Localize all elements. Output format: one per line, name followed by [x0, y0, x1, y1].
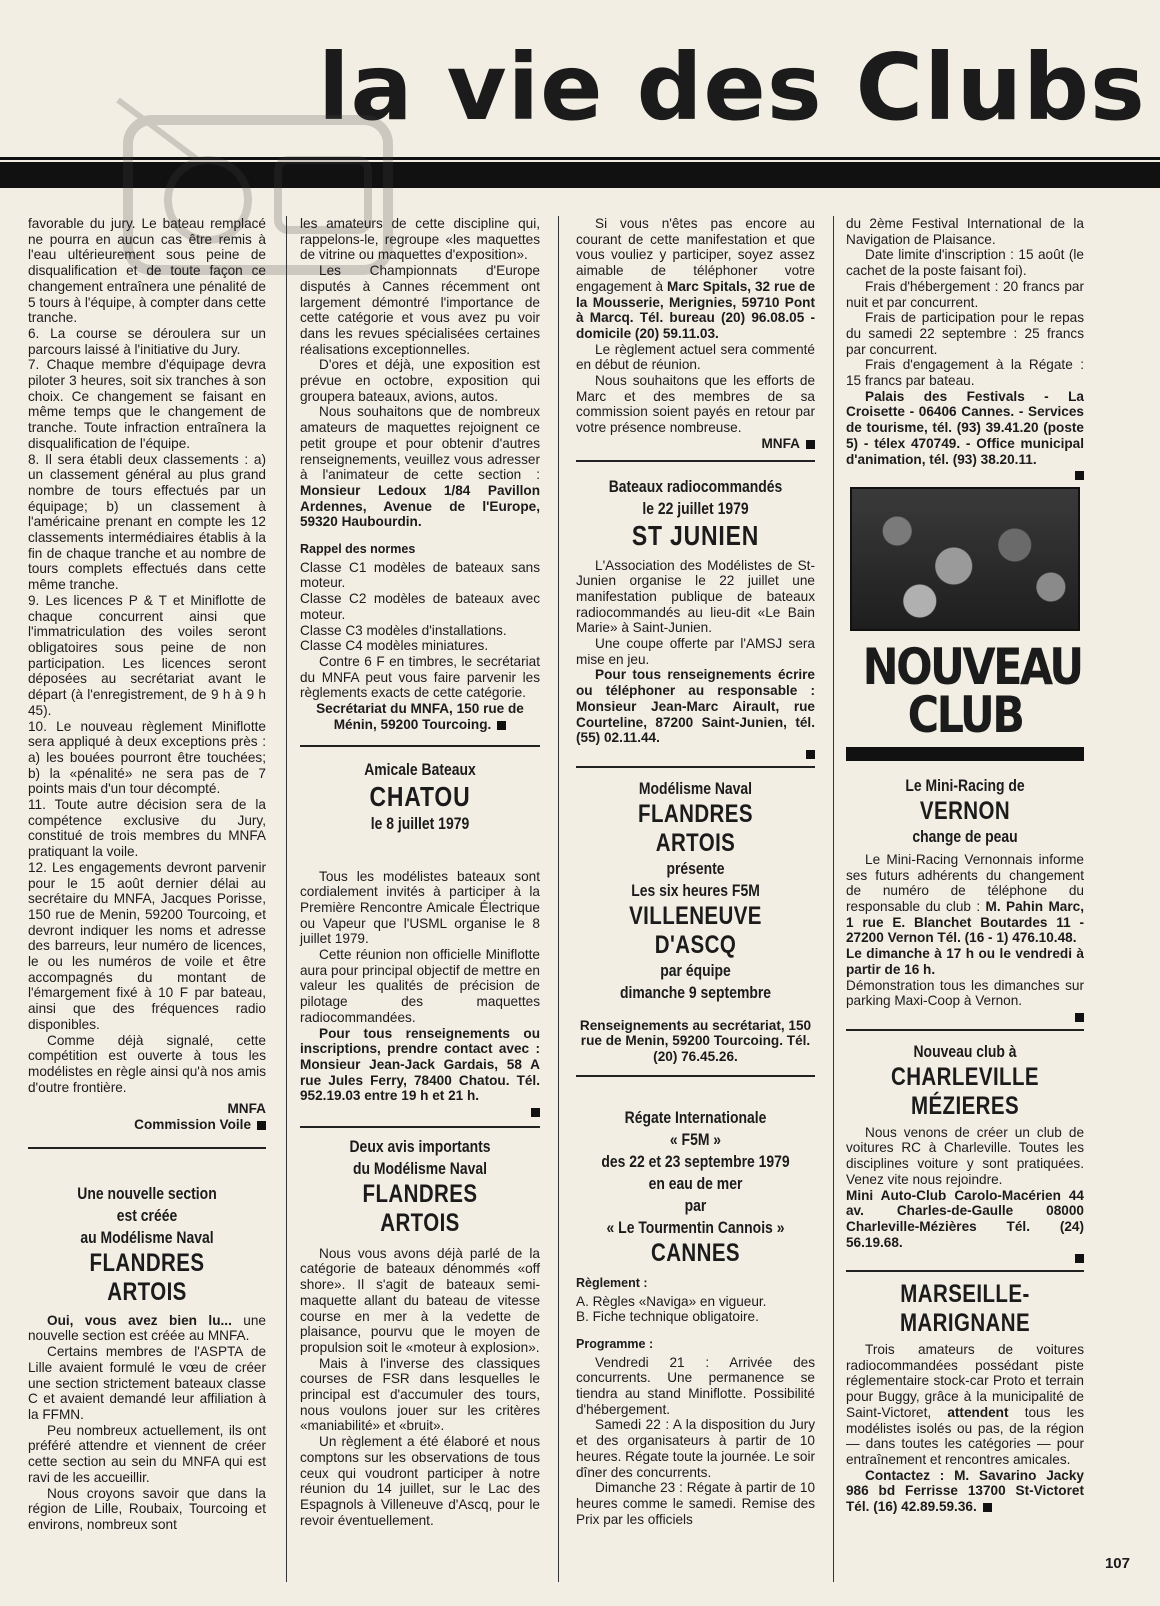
- crowd-photo: [850, 487, 1080, 631]
- paragraph: Tous les modélistes bateaux sont cordialement invités à participer à la Première Rencontre Amicale Électrique ou Vapeur que l'USML organise le 8 juillet 1979.: [300, 868, 540, 947]
- section-heading: Bateaux radiocommandés: [608, 476, 783, 496]
- column-separator: [558, 216, 559, 1582]
- signature: MNFA: [227, 1101, 266, 1117]
- section-heading: en eau de mer: [648, 1173, 743, 1193]
- text: Si vous n'êtes pas encore au courant de cette manifestation et que vous vouliez y participer, soyez assez aimable de téléphoner votre engagement à: [576, 216, 815, 294]
- paragraph: Certains membres de l'ASPTA de Lille avaient formulé le vœu de créer une section strictement bateaux classe C et avaient demandé leur affiliation à la FFMN.: [28, 1344, 266, 1422]
- contact: Monsieur Ledoux 1/84 Pavillon Ardennes, Avenue de l'Europe, 59320 Haubourdin.: [300, 482, 540, 530]
- end-line: [846, 1250, 1084, 1266]
- divider: [576, 1075, 815, 1077]
- end-mark-icon: [983, 1503, 992, 1512]
- section-heading: Le Mini-Racing de: [905, 775, 1025, 795]
- section-heading: ST JUNIEN: [631, 519, 760, 551]
- section-heading: le 8 juillet 1979: [370, 813, 470, 833]
- end-line: [300, 1104, 540, 1120]
- rule-item: B. Fiche technique obligatoire.: [576, 1309, 759, 1325]
- header-rule-thin: [0, 157, 1160, 160]
- section-heading: MARSEILLE-: [900, 1280, 1030, 1309]
- paragraph: Pour tous renseignements écrire ou téléphoner au responsable : Monsieur Jean-Marc Airault, rue Courteline, 87200 Saint-Junien, tél. (55) 02.11.44.: [576, 667, 815, 746]
- norm-item: Classe C1 modèles de bateaux sans moteur.: [300, 559, 540, 591]
- section-heading: présente: [666, 858, 725, 878]
- header-rule-thick: [0, 162, 1160, 188]
- text: Nous souhaitons que de nombreux amateurs de maquettes rejoignent ce petit groupe et pour obtenir d'autres renseignements, veuillez vous adresser à l'animateur de cette section :: [300, 404, 540, 483]
- paragraph: 10. Le nouveau règlement Miniflotte sera appliqué à deux exceptions près : a) les bouées pourront être touchées; b) la «pénalité» ne sera pas de 7 points mais d'un tour décompté.: [28, 718, 266, 797]
- column-separator: [833, 216, 834, 1582]
- section-heading: VILLENEUVE: [629, 901, 762, 930]
- contact-line: [846, 1468, 1084, 1515]
- paragraph: Contre 6 F en timbres, le secrétariat du MNFA peut vous faire parvenir les règlements exacts de cette catégorie.: [300, 653, 540, 701]
- paragraph: Mais à l'inverse des classiques courses de FSR dans lesquelles le principal est d'accumuler des tours, nous voulons jouer sur les critères «maniabilité» et «bruit».: [300, 1355, 540, 1434]
- end-line: [846, 467, 1084, 483]
- signature-line: [576, 436, 815, 452]
- section-heading: par: [684, 1195, 707, 1215]
- paragraph: 9. Les licences P & T et Miniflotte de chaque concurrent ainsi que l'immatriculation des voiles seront obligatoires sous peine de non participation. Les licences seront déposées au secrétariat avant le départ (à l'enregistrement, de 9 h à 9 h 45).: [28, 592, 266, 718]
- nouveau-heading: NOUVEAU: [862, 637, 1082, 696]
- end-line: [576, 746, 815, 762]
- end-mark-icon: [257, 1121, 266, 1130]
- column-separator: [286, 216, 287, 1582]
- end-line: [846, 1009, 1084, 1025]
- text: tous les modélistes isolés ou pas, de la région — dans toutes les catégories — pour entraînement et rencontres amicales.: [846, 1404, 1085, 1467]
- paragraph: Démonstration tous les dimanches sur parking Maxi-Coop à Vernon.: [846, 977, 1084, 1009]
- paragraph: Comme déjà signalé, cette compétition est ouverte à tous les modélistes en règle ainsi qu'à nos amis d'outre frontière.: [28, 1032, 266, 1095]
- end-mark-icon: [531, 1108, 540, 1117]
- end-mark-icon: [806, 750, 815, 759]
- column-2: [300, 216, 540, 1528]
- paragraph: [576, 216, 815, 342]
- paragraph: Une coupe offerte par l'AMSJ sera mise en jeu.: [576, 636, 815, 667]
- text: Le Mini-Racing Vernonnais informe ses futurs adhérents du changement de numéro de téléphone du responsable du club :: [846, 851, 1084, 915]
- section-heading: D'ASCQ: [654, 930, 737, 959]
- end-mark-icon: [1075, 1013, 1084, 1022]
- paragraph: Pour tous renseignements ou inscriptions, prendre contact avec : Monsieur Jean-Jack Gardais, 58 A rue Jules Ferry, 78400 Chatou. Tél. 952.19.03 entre 19 h et 21 h.: [300, 1025, 540, 1104]
- section-heading: FLANDRES ARTOIS: [362, 1179, 478, 1237]
- section-heading: « F5M »: [669, 1129, 722, 1149]
- paragraph: Les Championnats d'Europe disputés à Cannes récemment ont largement démontré l'importance de cette catégorie et vous avez pu voir dans les revues spécialisées certaines réalisations exceptionnelles.: [300, 263, 540, 357]
- norm-item: Classe C3 modèles d'installations.: [300, 622, 507, 638]
- divider: [846, 1270, 1084, 1272]
- paragraph: Nous croyons savoir que dans la région de Lille, Roubaix, Tourcoing et environs, nombreux sont: [28, 1485, 266, 1532]
- section-heading: Une nouvelle section: [77, 1183, 217, 1203]
- signature-text: MNFA: [761, 435, 800, 451]
- paragraph: [300, 404, 540, 530]
- contact-line: [300, 701, 540, 732]
- subheading: Règlement :: [576, 1275, 648, 1290]
- paragraph: Frais d'engagement à la Régate : 15 francs par bateau.: [846, 357, 1084, 389]
- end-mark-icon: [1075, 1254, 1084, 1263]
- club-heading: CLUB: [907, 685, 1023, 744]
- contact: M. Pahin Marc, 1 rue E. Blanchet Boutardes 11 - 27200 Vernon Tél. (16 - 1) 476.10.48.: [846, 899, 1084, 946]
- paragraph: Le règlement actuel sera commenté en début de réunion.: [576, 341, 815, 373]
- paragraph: Peu nombreux actuellement, ils ont préféré attendre et viennent de créer cette section au sein du MNFA qui est ravi de les accueillir.: [28, 1422, 266, 1485]
- paragraph: Cette réunion non officielle Miniflotte aura pour principal objectif de mettre en valeur les qualités de précision de pilotage des maquettes radiocommandées.: [300, 947, 540, 1025]
- section-heading: MÉZIERES: [910, 1091, 1020, 1120]
- paragraph: Nous souhaitons que les efforts de Marc et des membres de sa commission soient payés en retour par votre présence nombreuse.: [576, 373, 815, 436]
- paragraph: Renseignements au secrétariat, 150 rue de Menin, 59200 Tourcoing. Tél. (20) 76.45.26.: [579, 1017, 812, 1065]
- divider: [846, 1029, 1084, 1031]
- paragraph: L'Association des Modélistes de St-Junien organise le 22 juillet une manifestation publique de bateaux radiocommandés au lieu-dit «Le Bain Marie» à Saint-Junien.: [576, 557, 815, 636]
- paragraph: Palais des Festivals - La Croisette - 06406 Cannes. - Services de tourisme, tél. (93) 39.41.20 (poste 5) - télex 470749. - Office municipal d'animation, tél. (93) 38.20.11.: [846, 388, 1084, 467]
- section-heading: Deux avis importants: [349, 1136, 491, 1156]
- section-heading: des 22 et 23 septembre 1979: [601, 1151, 790, 1171]
- paragraph: Dimanche 23 : Régate à partir de 10 heures comme le samedi. Remise des Prix par les officiels: [576, 1480, 815, 1527]
- section-heading: au Modélisme Naval: [80, 1227, 214, 1247]
- paragraph: Le dimanche à 17 h ou le vendredi à partir de 16 h.: [846, 946, 1084, 977]
- paragraph: Un règlement a été élaboré et nous comptons sur les observations de tous ceux qui voudront participer à notre réunion du 14 juillet, sur le Lac des Espagnols à Villeneuve d'Ascq, pour le revoir éventuellement.: [300, 1434, 540, 1528]
- paragraph: les amateurs de cette discipline qui, rappelons-le, regroupe «les maquettes de vitrine ou maquettes d'exposition».: [300, 216, 540, 263]
- lead-rest: une nouvelle section est créée au MNFA.: [28, 1312, 266, 1344]
- paragraph: favorable du jury. Le bateau remplacé ne pourra en aucun cas être remis à l'eau ultérieurement sous peine de disqualification et de toute façon ce changement entraînera une pénalité de 5 tours à l'équipe, à compter dans cette tranche.: [28, 216, 266, 326]
- paragraph: Vendredi 21 : Arrivée des concurrents. Une permanence se tiendra au stand Miniflotte. Possibilité d'hébergement.: [576, 1354, 815, 1417]
- section-heading: MARIGNANE: [899, 1309, 1031, 1338]
- divider: [28, 1147, 266, 1149]
- section-heading: du Modélisme Naval: [352, 1158, 488, 1178]
- section-heading: par équipe: [660, 960, 731, 980]
- paragraph: Frais d'hébergement : 20 francs par nuit et par concurrent.: [846, 278, 1084, 310]
- end-mark-icon: [806, 440, 815, 449]
- bold-word: attendent: [947, 1404, 1009, 1420]
- page-number: 107: [1104, 1555, 1130, 1572]
- paragraph: Date limite d'inscription : 15 août (le cachet de la poste faisant foi).: [846, 247, 1084, 279]
- contact: Marc Spitals, 32 rue de la Mousserie, Merignies, 59710 Pont à Marcq. Tél. bureau (20) 96.08.05 - domicile (20) 59.11.03.: [576, 278, 816, 341]
- page-title: la vie des Clubs: [318, 34, 1146, 141]
- section-heading: le 22 juillet 1979: [642, 498, 749, 518]
- divider: [576, 766, 815, 768]
- paragraph: D'ores et déjà, une exposition est prévue en octobre, exposition qui groupera bateaux, avions, autos.: [300, 357, 540, 404]
- section-heading: CANNES: [650, 1238, 741, 1267]
- club-bar: [846, 747, 1084, 761]
- section-heading: est créée: [116, 1205, 178, 1225]
- subheading: Rappel des normes: [300, 542, 416, 557]
- divider: [300, 745, 540, 747]
- section-heading: dimanche 9 septembre: [619, 982, 772, 1002]
- paragraph: [846, 1342, 1084, 1468]
- signature-line: [28, 1117, 266, 1133]
- paragraph: Samedi 22 : A la disposition du Jury et des organisateurs à partir de 10 heures. Régate toute la journée. Le soir dîner des concurrents.: [576, 1417, 815, 1480]
- norm-item: Classe C2 modèles de bateaux avec moteur.: [300, 591, 540, 622]
- rule-item: A. Règles «Naviga» en vigueur.: [576, 1293, 767, 1309]
- paragraph: 8. Il sera établi deux classements : a) un classement général au plus grand nombre de tours effectués par un équipage; b) un classement à l'américaine prenant en compte les 12 classements intermédiaires établis à la fin de chaque tranche et au nombre de tours complets effectués dans cette même tranche.: [28, 451, 266, 593]
- paragraph: du 2ème Festival International de la Navigation de Plaisance.: [846, 216, 1084, 247]
- text: Trois amateurs de voitures radiocommandées possédant piste réglementaire stock-car Proto et terrain pour Buggy, grâce à la municipalité de Saint-Victoret,: [846, 1342, 1084, 1420]
- paragraph: 7. Chaque membre d'équipage devra piloter 3 heures, soit six tranches à son choix. Ce changement se faisant en même temps que le changement de tranche. Toute infraction entraînera la disqualification de l'équipe.: [28, 357, 266, 451]
- section-heading: Modélisme Naval: [638, 778, 753, 798]
- paragraph: [846, 852, 1084, 946]
- paragraph: Frais de participation pour le repas du samedi 22 septembre : 25 francs par concurrent.: [846, 310, 1084, 357]
- end-mark-icon: [497, 721, 506, 730]
- paragraph: 11. Toute autre décision sera de la compétence exclusive du Jury, constitué de trois membres du MNFA pratiquant la voile.: [28, 797, 266, 860]
- section-heading: Amicale Bateaux: [364, 759, 476, 779]
- section-heading: FLANDRES ARTOIS: [638, 799, 753, 857]
- contact: Secrétariat du MNFA, 150 rue de Ménin, 59200 Tourcoing.: [316, 701, 524, 732]
- column-4: [846, 216, 1084, 1515]
- section-heading: VERNON: [919, 796, 1011, 825]
- column-3: [576, 216, 815, 1527]
- paragraph: 6. La course se déroulera sur un parcours laissé à l'initiative du Jury.: [28, 325, 266, 357]
- end-mark-icon: [1075, 471, 1084, 480]
- section-heading: Régate Internationale: [624, 1107, 767, 1127]
- section-heading: change de peau: [912, 826, 1018, 846]
- divider: [576, 460, 815, 462]
- paragraph: Mini Auto-Club Carolo-Macérien 44 av. Charles-de-Gaulle 08000 Charleville-Mézières Tél. (24) 56.19.68.: [846, 1187, 1084, 1250]
- paragraph: 12. Les engagements devront parvenir pour le 15 août dernier délai au secrétaire du MNFA, Jacques Porisse, 150 rue de Menin, 59200 Tourcoing, et devront indiquer les noms et adresse des barreurs, leur numéro de licences, le ou les numéros de voile et être accompagnés du montant de l'émargement fixé à 10 F par bateau, ainsi que des fréquences radio disponibles.: [28, 859, 266, 1032]
- paragraph: Nous vous avons déjà parlé de la catégorie de bateaux dénommés «off shore». Il s'agit de bateaux semi-maquette allant du bateau de vitesse course en mer à la vedette de plaisance, pourvu que le moyen de propulsion soit le «moteur à explosion».: [300, 1245, 540, 1355]
- section-heading: FLANDRES ARTOIS: [89, 1248, 205, 1306]
- section-heading: Les six heures F5M: [631, 880, 760, 900]
- paragraph: Nous venons de créer un club de voitures RC à Charleville. Toutes les disciplines voiture y sont pratiquées. Venez vite nous rejoindre.: [846, 1124, 1084, 1187]
- subheading: Programme :: [576, 1336, 654, 1351]
- norm-item: Classe C4 modèles miniatures.: [300, 638, 489, 654]
- lead-text: Oui, vous avez bien lu...: [47, 1312, 232, 1328]
- divider: [300, 1126, 540, 1128]
- section-heading: CHATOU: [369, 780, 471, 812]
- signature-text: Commission Voile: [134, 1117, 251, 1133]
- contact: Contactez : M. Savarino Jacky 986 bd Ferrisse 13700 St-Victoret Tél. (16) 42.89.59.36.: [846, 1467, 1084, 1515]
- paragraph: [28, 1313, 266, 1344]
- section-heading: Nouveau club à: [913, 1041, 1017, 1061]
- section-heading: « Le Tourmentin Cannois »: [606, 1217, 785, 1237]
- section-heading: CHARLEVILLE: [890, 1062, 1040, 1091]
- column-1: [28, 216, 266, 1533]
